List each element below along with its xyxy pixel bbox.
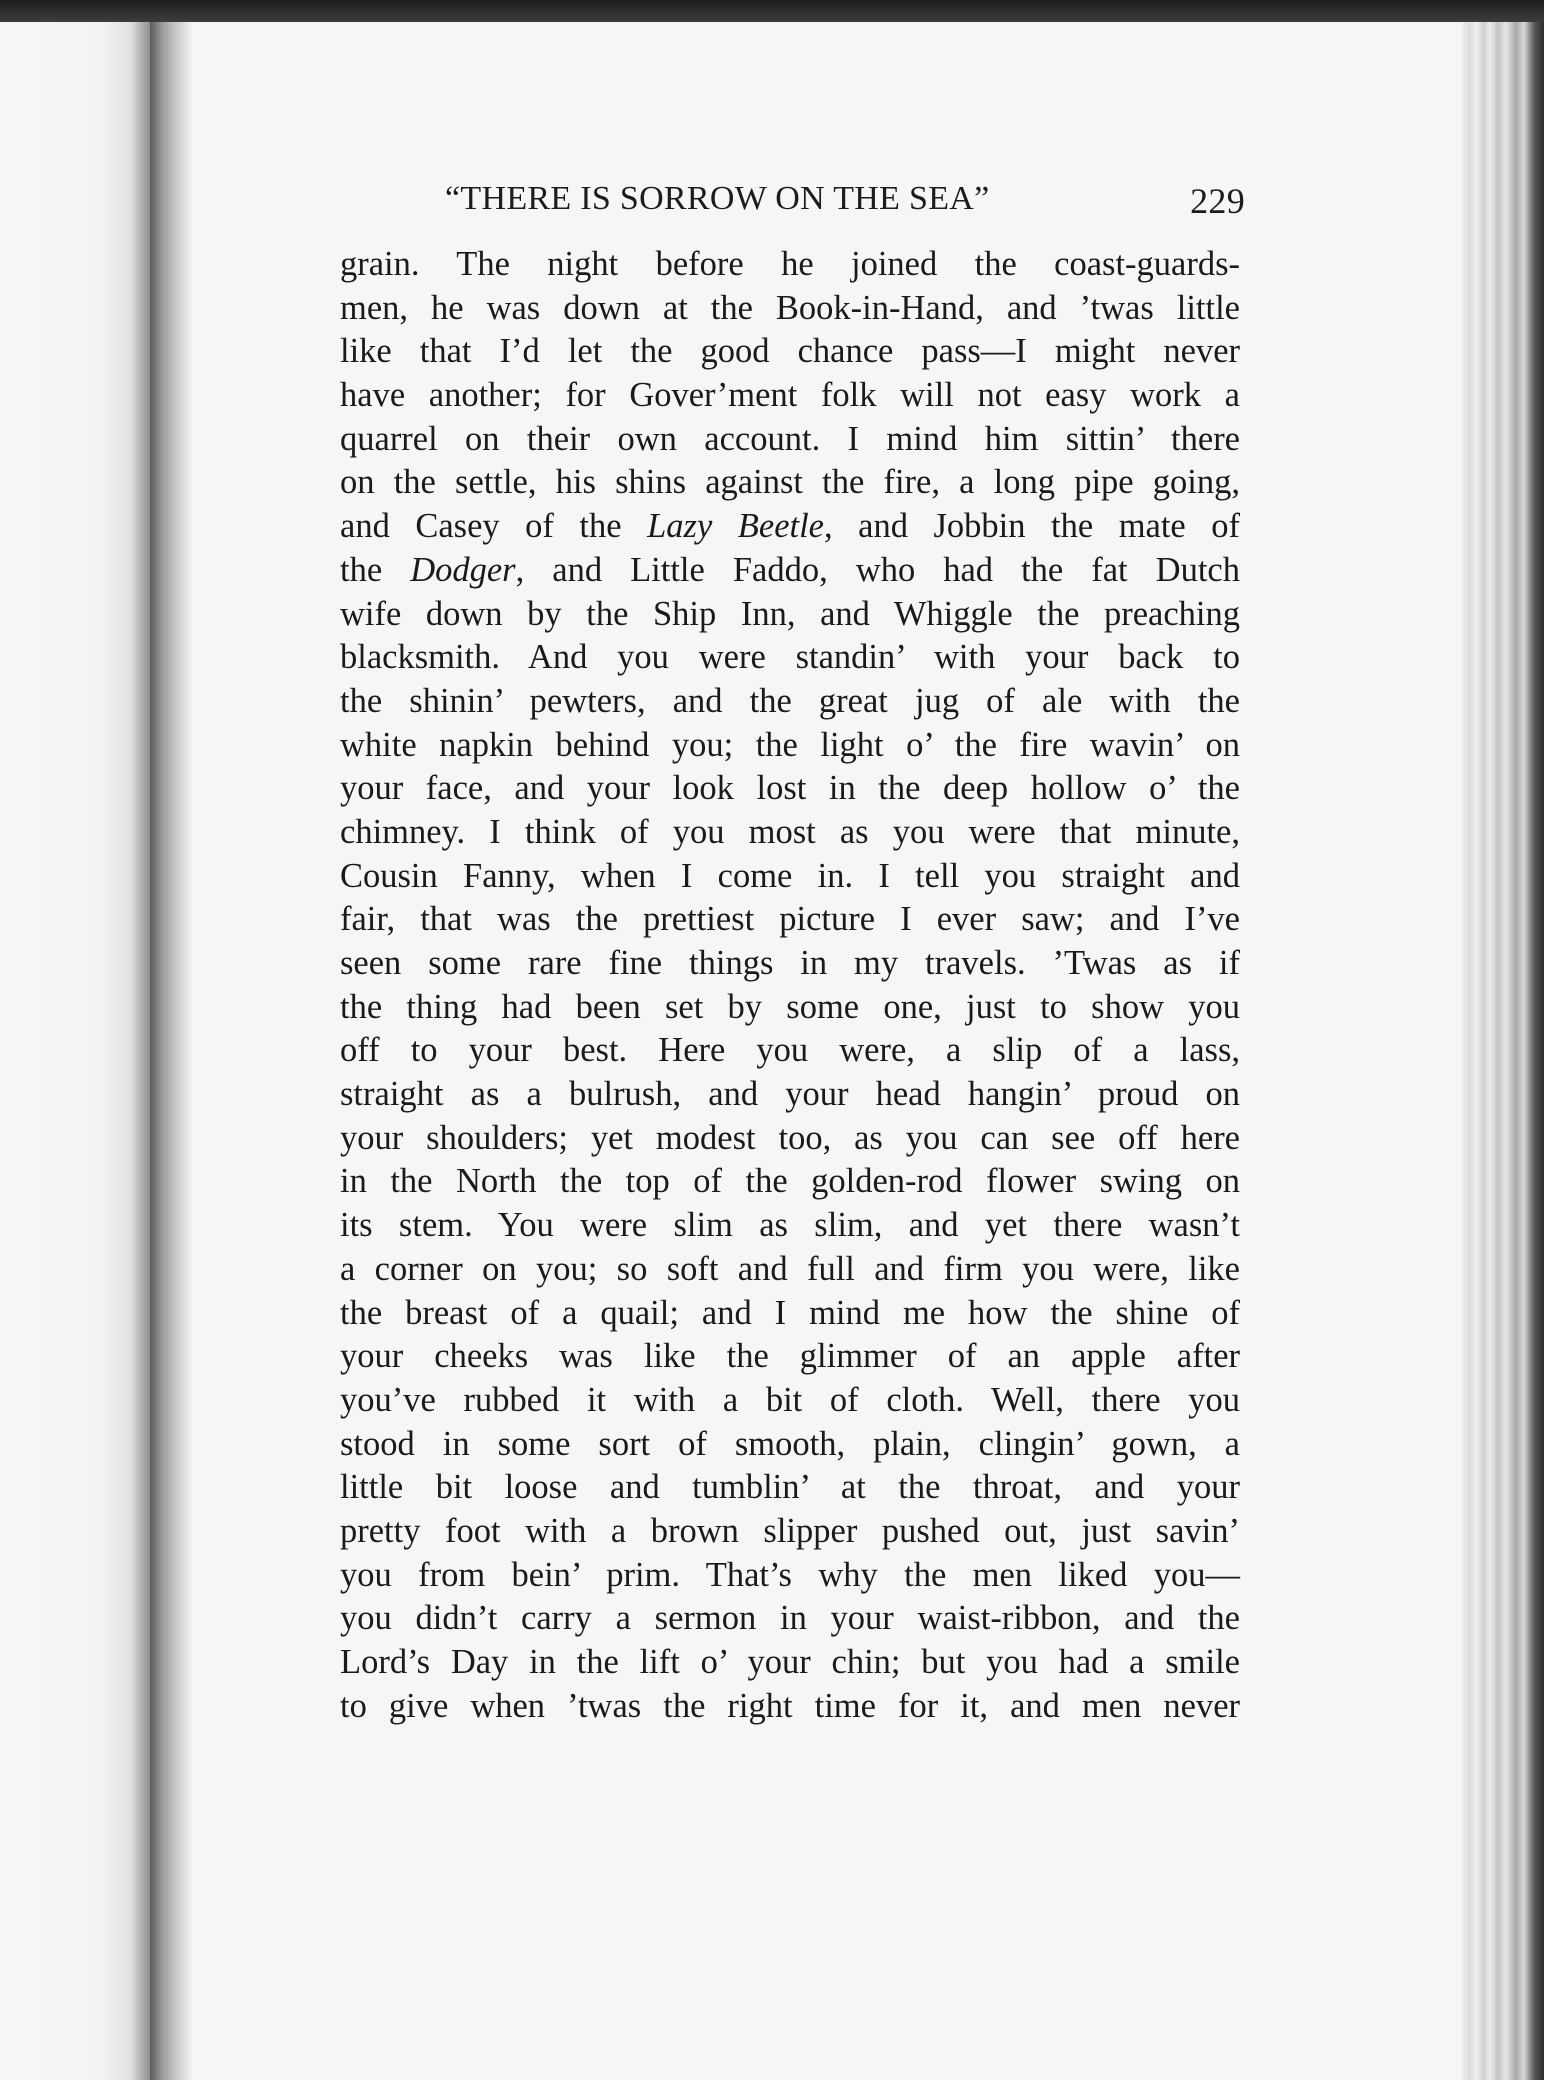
text-run: in the North the top of the golden-rod flower swing on [340,1162,1240,1201]
text-run: you didn’t carry a sermon in your waist-ribbon, and the [340,1599,1240,1638]
text-line [340,1379,1240,1423]
text-line [340,811,1240,855]
text-line [340,724,1240,768]
text-line [340,1641,1240,1685]
page-number: 229 [1190,181,1245,221]
text-run: a corner on you; so soft and full and firm you were, like [340,1249,1240,1288]
text-run: quarrel on their own account. I mind him sittin’ there [340,419,1240,458]
chapter-title: “THERE IS SORROW ON THE SEA” [445,180,990,217]
text-line [340,767,1240,811]
page-stack-edges [1462,22,1544,2080]
text-line [340,636,1240,680]
text-line [340,1554,1240,1598]
text-line [340,243,1240,287]
text-run: the shinin’ pewters, and the great jug of ale with the [340,681,1240,720]
text-line [340,374,1240,418]
text-run: men, he was down at the Book-in-Hand, and ’twas little [340,288,1240,327]
text-line [340,680,1240,724]
text-line [340,593,1240,637]
text-run: your cheeks was like the glimmer of an apple after [340,1337,1240,1376]
body-text [340,243,1240,1728]
text-line [340,287,1240,331]
text-run: and Casey of the [340,507,648,546]
text-run: the [340,550,411,589]
text-line [340,1335,1240,1379]
text-line [340,942,1240,986]
text-line [340,1117,1240,1161]
text-run: pretty foot with a brown slipper pushed out, just savin’ [340,1511,1240,1550]
text-run: the thing had been set by some one, just to show you [340,987,1240,1026]
text-run: grain. The night before he joined the coast-guards- [340,245,1240,283]
text-run: white napkin behind you; the light o’ the fire wavin’ on [340,725,1240,764]
running-head [445,180,1245,230]
text-line [340,986,1240,1030]
text-run: stood in some sort of smooth, plain, clingin’ gown, a [340,1424,1240,1463]
text-line [340,330,1240,374]
text-line [340,1204,1240,1248]
text-line [340,1510,1240,1554]
text-run: like that I’d let the good chance pass—I might never [340,332,1240,371]
text-line [340,1466,1240,1510]
text-line [340,1160,1240,1204]
text-run: you from bein’ prim. That’s why the men liked you— [340,1555,1240,1594]
text-run: its stem. You were slim as slim, and yet there wasn’t [340,1206,1240,1245]
text-line [340,1073,1240,1117]
text-line [340,549,1240,593]
text-run: , and Little Faddo, who had the fat Dutch [515,550,1240,589]
book-gutter [150,22,192,2080]
text-line [340,461,1240,505]
text-run: , and Jobbin the mate of [824,507,1240,546]
text-line [340,855,1240,899]
text-line [340,1597,1240,1641]
text-line [340,418,1240,462]
text-run: little bit loose and tumblin’ at the throat, and your [340,1468,1240,1507]
text-line [340,505,1240,549]
italic-title: Lazy Beetle [647,507,824,546]
text-line [340,898,1240,942]
text-run: Lord’s Day in the lift o’ your chin; but you had a smile [340,1643,1240,1681]
text-run: Cousin Fanny, when I come in. I tell you straight and [340,856,1240,895]
text-run: seen some rare fine things in my travels. ’Twas as if [340,944,1240,982]
text-run: on the settle, his shins against the fire, a long pipe going, [340,463,1240,502]
text-run: chimney. I think of you most as you were that minute, [340,812,1240,851]
text-run: your shoulders; yet modest too, as you can see off here [340,1118,1240,1157]
text-line [340,1423,1240,1467]
text-run: off to your best. Here you were, a slip of a lass, [340,1031,1240,1070]
text-run: to give when ’twas the right time for it, and men never [340,1686,1240,1725]
italic-title: Dodger [410,550,516,589]
facing-page-edge [0,22,150,2080]
scan-top-shadow [0,0,1544,22]
text-run: the breast of a quail; and I mind me how the shine of [340,1293,1240,1332]
text-run: wife down by the Ship Inn, and Whiggle the preaching [340,594,1240,633]
text-run: your face, and your look lost in the deep hollow o’ the [340,769,1240,808]
text-line [340,1029,1240,1073]
text-line [340,1248,1240,1292]
text-line [340,1292,1240,1336]
text-run: fair, that was the prettiest picture I ever saw; and I’ve [340,900,1240,939]
text-run: you’ve rubbed it with a bit of cloth. Well, there you [340,1380,1240,1419]
text-line [340,1685,1240,1729]
text-run: blacksmith. And you were standin’ with your back to [340,638,1240,677]
text-run: have another; for Gover’ment folk will not easy work a [340,376,1240,415]
text-run: straight as a bulrush, and your head hangin’ proud on [340,1075,1240,1114]
